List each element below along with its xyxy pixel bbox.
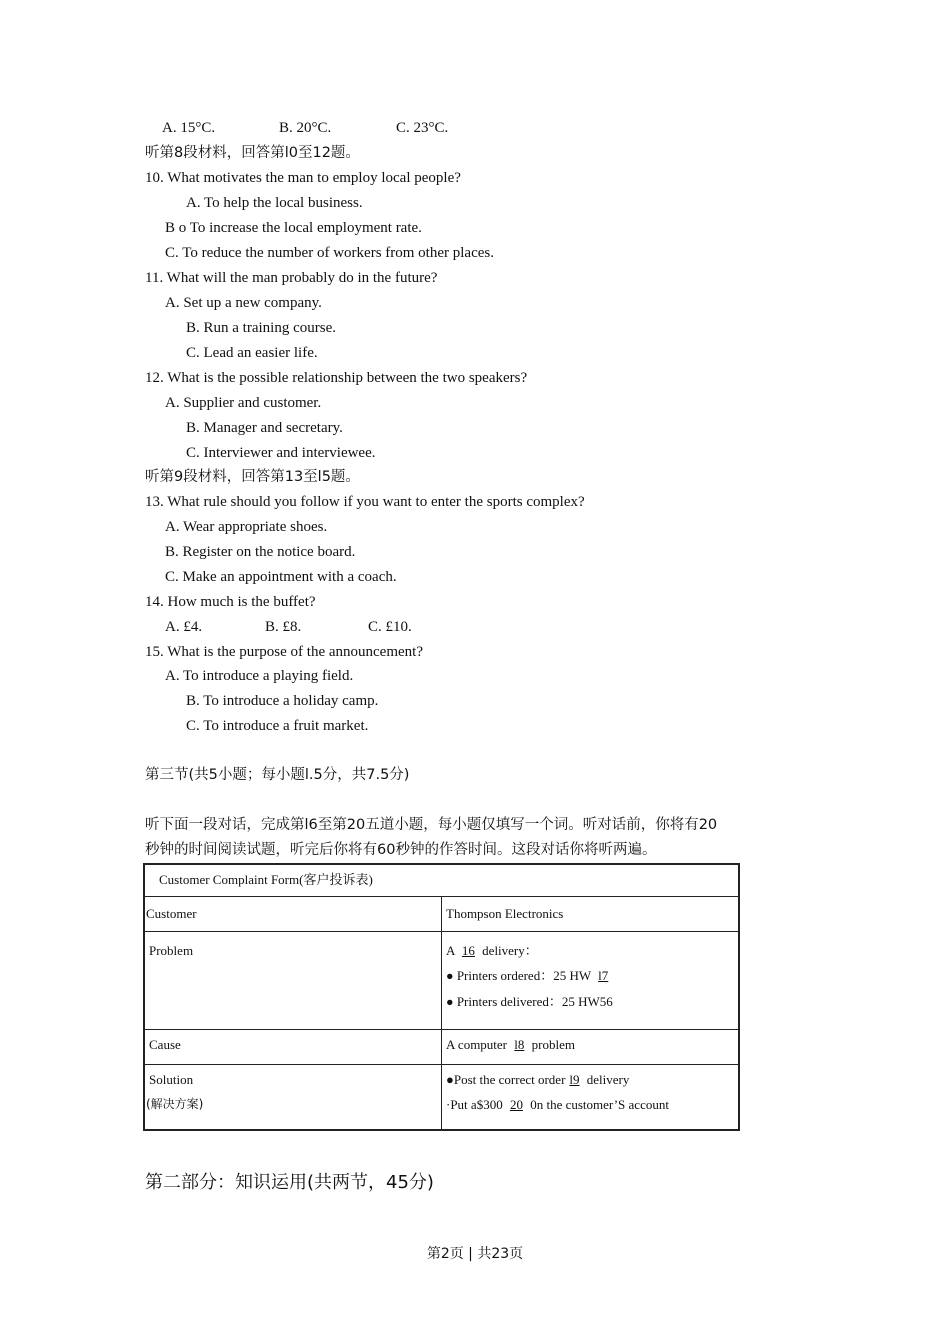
q12-option-c: C. Interviewer and interviewee. [186, 445, 376, 461]
q9-option-a: A. 15°C. [162, 120, 216, 136]
q10-option-b: B o To increase the local employment rate. [165, 220, 422, 236]
bullet-icon: ● [446, 968, 454, 983]
q14-option-a: A. £4. [165, 619, 203, 635]
part2-title: 第二部分：知识运用(共两节，45分) [145, 1172, 434, 1193]
q9-options [162, 118, 448, 138]
q10-option-a: A. To help the local business. [186, 195, 363, 211]
blank-16[interactable]: 16 [461, 942, 475, 958]
problem-line-delivered: ● Printers delivered：25 HW56 [446, 993, 613, 1009]
cause-content: A computer l8 problem [446, 1036, 575, 1052]
page-footer: 第2页 | 共23页 [426, 1246, 524, 1262]
customer-label: Customer [146, 905, 197, 921]
q14-question: 14. How much is the buffet? [145, 594, 316, 610]
solution-line-1: ●Post the correct order l9 delivery [446, 1071, 630, 1087]
q13-option-b: B. Register on the notice board. [165, 544, 356, 560]
problem-label: Problem [149, 942, 194, 958]
q15-question: 15. What is the purpose of the announcement? [145, 644, 423, 660]
solution-content [442, 1065, 738, 1117]
q15-option-c: C. To introduce a fruit market. [186, 718, 369, 734]
section8-header: 听第8段材料，回答第l0至12题。 [145, 145, 360, 161]
solution-label-block [145, 1065, 441, 1117]
q12-option-b: B. Manager and secretary. [186, 420, 343, 436]
bullet-icon: ● [446, 994, 454, 1009]
solution-label-cn: (解决方案) [146, 1096, 204, 1111]
blank-18[interactable]: l8 [514, 1036, 525, 1052]
complaint-form-table [143, 863, 740, 1131]
q15-option-b: B. To introduce a holiday camp. [186, 693, 379, 709]
q14-options [165, 617, 412, 637]
instructions-line-1: 听下面一段对话，完成第l6至第20五道小题，每小题仅填写一个词。听对话前，你将有20 [145, 817, 718, 833]
q11-option-a: A. Set up a new company. [165, 295, 322, 311]
blank-20[interactable]: 20 [509, 1096, 523, 1112]
problem-line-ordered: ● Printers ordered：25 HW l7 [446, 963, 734, 989]
section3-title: 第三节(共5小题；每小题l.5分，共7.5分) [145, 767, 410, 783]
q10-option-c: C. To reduce the number of workers from other places. [165, 245, 494, 261]
q13-option-a: A. Wear appropriate shoes. [165, 519, 328, 535]
blank-19[interactable]: l9 [569, 1071, 580, 1087]
q11-question: 11. What will the man probably do in the future? [145, 270, 438, 286]
q14-option-b: B. £8. [265, 619, 302, 635]
form-row-customer [144, 896, 739, 931]
instructions-line-2: 秒钟的时间阅读试题，听完后你将有60秒钟的作答时间。这段对话你将听两遍。 [145, 842, 657, 858]
q14-option-c: C. £10. [368, 619, 412, 635]
cause-label: Cause [149, 1036, 181, 1052]
q10-question: 10. What motivates the man to employ local people? [145, 170, 461, 186]
form-title-row [144, 864, 739, 896]
q13-question: 13. What rule should you follow if you want to enter the sports complex? [145, 494, 585, 510]
problem-line-1: A 16 delivery： [446, 942, 538, 958]
section9-header: 听第9段材料，回答第13至l5题。 [145, 469, 360, 485]
q11-option-c: C. Lead an easier life. [186, 345, 318, 361]
q11-option-b: B. Run a training course. [186, 320, 336, 336]
blank-17[interactable]: l7 [598, 967, 609, 983]
customer-value: Thompson Electronics [446, 905, 564, 921]
problem-content [442, 932, 738, 1015]
q9-option-c: C. 23°C. [396, 120, 449, 136]
q12-question: 12. What is the possible relationship between the two speakers? [145, 370, 528, 386]
solution-label: Solution [149, 1071, 194, 1087]
form-row-solution [144, 1064, 739, 1130]
form-row-cause [144, 1029, 739, 1064]
solution-line-2: ·Put a$300 20 0n the customer’S account [446, 1096, 669, 1112]
q15-option-a: A. To introduce a playing field. [165, 668, 354, 684]
form-title: Customer Complaint Form(客户投诉表) [159, 872, 373, 887]
q13-option-c: C. Make an appointment with a coach. [165, 569, 397, 585]
form-row-problem [144, 931, 739, 1029]
q12-option-a: A. Supplier and customer. [165, 395, 322, 411]
q9-option-b: B. 20°C. [279, 120, 332, 136]
